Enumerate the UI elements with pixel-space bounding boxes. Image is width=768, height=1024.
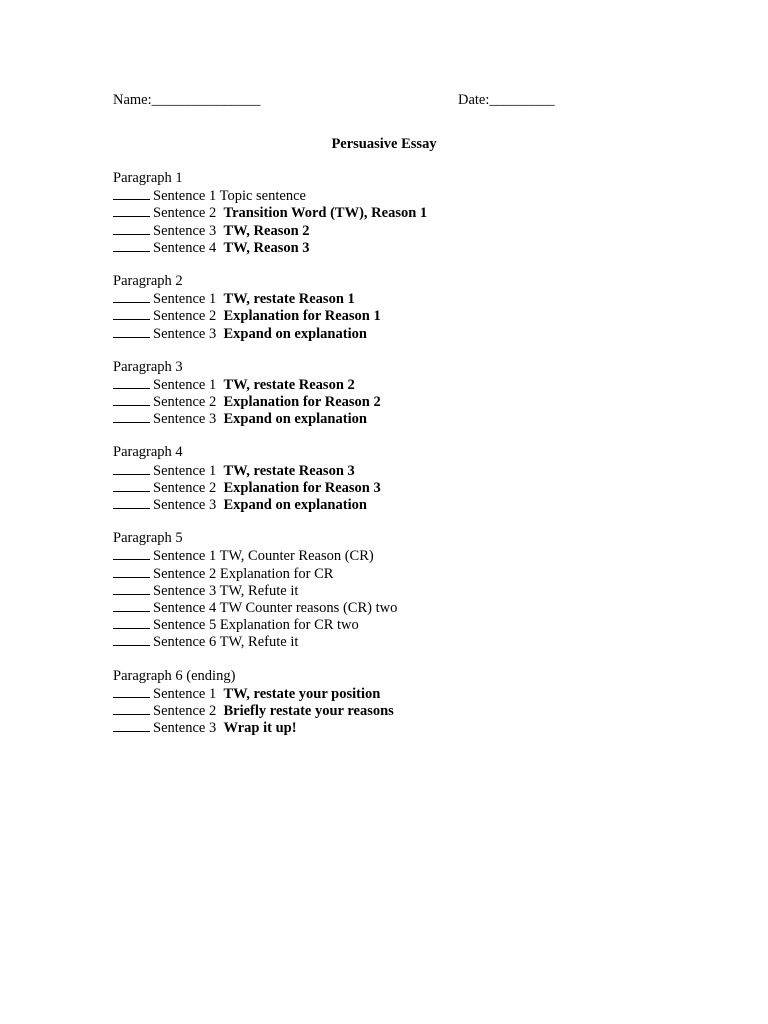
sentence-instruction: Expand on explanation [223,497,367,513]
paragraph-heading: Paragraph 2 [113,272,183,289]
sentence-number: Sentence 1 [153,685,217,702]
checkoff-blank[interactable] [113,702,150,715]
checkoff-blank[interactable] [113,496,150,509]
worksheet-header [113,92,713,112]
sentence-line [113,685,673,702]
sentence-line [113,582,673,599]
sentence-number: Sentence 3 [153,497,217,513]
paragraph-block [113,273,673,342]
sentence-number: Sentence 2 [153,702,217,719]
sentence-instruction: TW, restate Reason 1 [223,291,355,308]
checkoff-blank[interactable] [113,222,150,235]
sentence-instruction: Explanation for Reason 2 [223,394,381,411]
sentence-instruction: Wrap it up! [223,720,297,737]
sentence-number: Sentence 5 [153,617,217,634]
sentence-line [113,393,673,410]
sentence-instruction: TW, restate Reason 3 [223,462,355,479]
checkoff-blank[interactable] [113,462,150,475]
sentence-instruction: Briefly restate your reasons [223,702,394,719]
sentence-instruction: TW, restate your position [223,685,381,702]
sentence-number: Sentence 1 [153,548,217,565]
checkoff-blank[interactable] [113,616,150,629]
checkoff-blank[interactable] [113,547,150,560]
sentence-number: Sentence 2 [153,479,217,496]
sentence-number: Sentence 2 [153,565,217,582]
checkoff-blank[interactable] [113,685,150,698]
checkoff-blank[interactable] [113,582,150,595]
checkoff-blank[interactable] [113,239,150,252]
sentence-instruction: TW, Counter Reason (CR) [219,548,374,565]
sentence-instruction: TW, Reason 2 [223,222,310,239]
sentence-line [113,187,673,204]
sentence-number: Sentence 2 [153,205,217,222]
sentence-number: Sentence 3 [153,222,217,239]
sentence-line [113,307,673,324]
paragraph-block [113,530,673,650]
sentence-number: Sentence 3 [153,411,217,428]
paragraph-heading: Paragraph 4 [113,444,183,461]
sentence-line [113,376,673,393]
checkoff-blank[interactable] [113,479,150,492]
sentence-line [113,222,673,239]
sentence-line [113,239,673,256]
sentence-instruction: Explanation for CR two [219,617,359,634]
sentence-instruction: Expand on explanation [223,411,367,428]
sentence-line [113,616,673,633]
sentence-line [113,325,673,342]
sentence-line [113,599,673,616]
sentence-number: Sentence 1 [153,291,217,308]
checkoff-blank[interactable] [113,410,150,423]
checkoff-blank[interactable] [113,187,150,200]
sentence-instruction: TW, Refute it [219,634,299,651]
sentence-number: Sentence 4 [153,599,217,616]
sentence-instruction: Explanation for Reason 3 [223,479,381,496]
sentence-instruction: Topic sentence [219,188,306,205]
sentence-number: Sentence 1 [153,376,217,393]
sentence-line [113,462,673,479]
sentence-number: Sentence 2 [153,308,217,325]
paragraph-block [113,444,673,513]
sentence-line [113,565,673,582]
sentence-instruction: Transition Word (TW), Reason 1 [223,205,428,222]
sentence-line [113,410,673,427]
sentence-line [113,204,673,221]
sentence-instruction: Explanation for CR [219,565,334,582]
sentence-instruction: TW, restate Reason 2 [223,376,355,393]
paragraph-block [113,668,673,737]
checkoff-blank[interactable] [113,599,150,612]
sentence-number: Sentence 3 [153,582,217,599]
sentence-line [113,702,673,719]
sentence-number: Sentence 1 [153,462,217,479]
sentence-instruction: TW, Reason 3 [223,239,310,256]
sentence-number: Sentence 6 [153,634,217,651]
checkoff-blank[interactable] [113,376,150,389]
sentence-instruction: TW, Refute it [219,582,299,599]
checkoff-blank[interactable] [113,393,150,406]
sentence-number: Sentence 4 [153,239,217,256]
sentence-line [113,547,673,564]
name-field[interactable]: Name:_______________ [113,92,261,108]
sentence-line [113,719,673,736]
paragraph-heading: Paragraph 6 (ending) [113,667,236,684]
sentence-number: Sentence 3 [153,720,217,737]
sentence-instruction: Explanation for Reason 1 [223,308,381,325]
paragraph-block [113,170,673,256]
checkoff-blank[interactable] [113,325,150,338]
sentence-line [113,479,673,496]
sentence-line [113,633,673,650]
checkoff-blank[interactable] [113,290,150,303]
checkoff-blank[interactable] [113,633,150,646]
paragraph-block [113,359,673,428]
sentence-instruction: Expand on explanation [223,325,367,342]
paragraph-outline [113,170,673,753]
sentence-number: Sentence 3 [153,325,217,342]
paragraph-heading: Paragraph 5 [113,530,183,547]
checkoff-blank[interactable] [113,307,150,320]
checkoff-blank[interactable] [113,204,150,217]
sentence-line [113,496,673,513]
checkoff-blank[interactable] [113,719,150,732]
checkoff-blank[interactable] [113,565,150,578]
sentence-number: Sentence 2 [153,394,217,411]
paragraph-heading: Paragraph 1 [113,170,183,186]
page-title: Persuasive Essay [331,136,437,152]
sentence-instruction: TW Counter reasons (CR) two [219,599,398,616]
sentence-line [113,290,673,307]
sentence-number: Sentence 1 [153,188,217,205]
paragraph-heading: Paragraph 3 [113,358,183,375]
date-field[interactable]: Date:_________ [458,92,555,108]
